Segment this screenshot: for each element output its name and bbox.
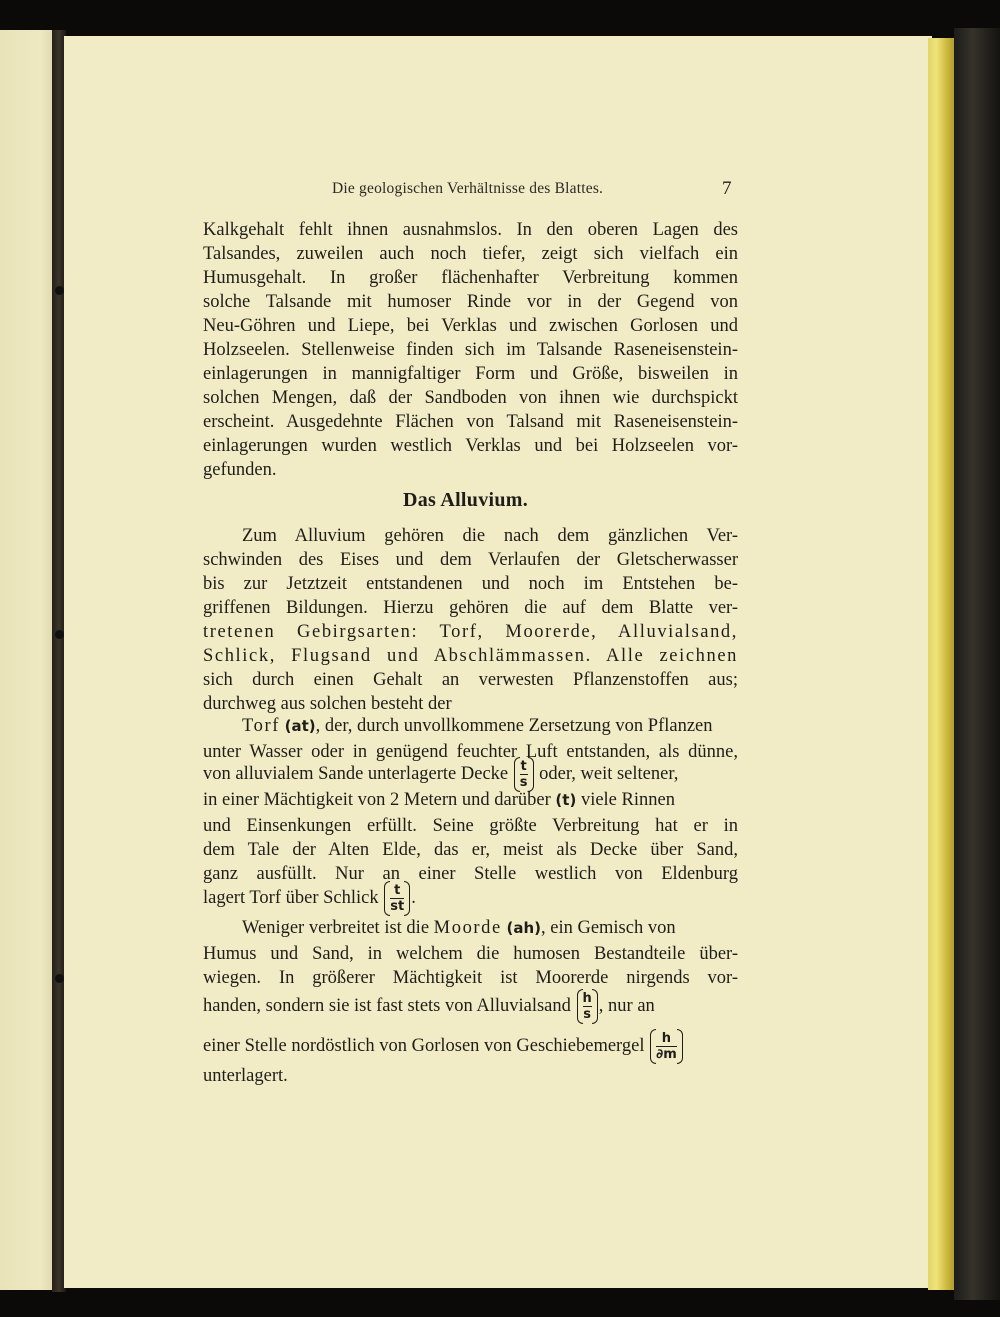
fraction-denominator: s [519,775,528,790]
fraction-denominator: ∂m [656,1047,677,1062]
map-symbol-fraction [516,760,532,789]
para3-line: unter Wasser oder in genügend feuchter Luft entstanden, als dünne, [203,742,738,762]
running-title: Die geologischen Verhältnisse des Blattes. [332,180,604,197]
para3-line [203,790,675,811]
fraction-numerator: h [582,991,592,1006]
section-heading: Das Alluvium. [403,489,529,511]
para3-line [203,760,678,789]
para2-line: schwinden des Eises und dem Verlaufen der Gletscherwasser [203,550,738,570]
binding-hole [55,630,64,639]
page-number: 7 [722,178,732,199]
text-span: von alluvialem Sande unterlagerte Decke [203,763,509,784]
text-span: , nur an [598,995,655,1016]
para3-line: und Einsenkungen erfüllt. Seine größte Verbreitung hat er in [203,816,738,836]
para1-line: einlagerungen wurden westlich Verklas und bei Holzseelen vor- [203,436,738,456]
text-span: oder, weit seltener, [539,763,679,784]
text-span: , der, durch unvollkommene Zersetzung von Pflanzen [315,716,713,736]
para2-line: durchweg aus solchen besteht der [203,694,452,714]
text-span: Weniger verbreitet ist die [242,918,430,938]
map-symbol-fraction [652,1032,681,1061]
text-span: einer Stelle nordöstlich von Gorlosen von Geschiebemergel [203,1035,645,1056]
para4-line: Humus und Sand, in welchem die humosen Bestandteile über- [203,944,738,964]
para1-line: Humusgehalt. In großer flächenhafter Verbreitung kommen [203,268,738,288]
para1-line: erscheint. Ausgedehnte Flächen von Talsand mit Raseneisenstein- [203,412,738,432]
fraction-denominator: s [583,1007,592,1022]
para2-line: Zum Alluvium gehören die nach dem gänzlichen Ver- [242,526,738,546]
para1-line: Kalkgehalt fehlt ihnen ausnahmslos. In den oberen Lagen des [203,220,738,240]
para1-line: Holzseelen. Stellenweise finden sich im Talsande Raseneisenstein- [203,340,738,360]
text-span: lagert Torf über Schlick [203,887,379,908]
para1-line: Talsandes, zuweilen auch noch tiefer, zeigt sich vielfach ein [203,244,738,264]
para3-line [203,884,416,913]
term-moorde: Moorde [433,918,502,938]
para4-line [242,918,676,939]
fraction-denominator: st [390,899,405,914]
para2-line: sich durch einen Gehalt an verwesten Pflanzenstoffen aus; [203,670,738,690]
map-symbol-fraction [386,884,408,913]
fraction-numerator: t [394,883,401,898]
map-symbol: (t) [555,791,577,809]
binding-hole [55,974,64,983]
map-symbol: (at) [284,717,316,735]
page-stack-edge [928,38,956,1290]
map-symbol: (ah) [506,919,541,937]
para2-line: griffenen Bildungen. Hierzu gehören die auf dem Blatte ver- [203,598,738,618]
text-span: in einer Mächtigkeit von 2 Metern und darüber [203,790,551,810]
text-span: handen, sondern sie ist fast stets von Alluvialsand [203,995,571,1016]
book-cover-edge [954,28,1000,1300]
para4-line: wiegen. In größerer Mächtigkeit ist Moorerde nirgends vor- [203,968,738,988]
para1-line: gefunden. [203,460,277,480]
term-torf: Torf [242,716,280,736]
text-span: , ein Gemisch von [540,918,676,938]
para1-line: Neu-Göhren und Liepe, bei Verklas und zwischen Gorlosen und [203,316,738,336]
text-span: viele Rinnen [580,790,675,810]
para4-line [203,1032,684,1061]
text-span: . [411,887,416,908]
para3-line: dem Tale der Alten Elde, das er, meist als Decke über Sand, [203,840,738,860]
para1-line: solchen Mengen, daß der Sandboden von ihnen wie durchspickt [203,388,738,408]
para3-line: ganz ausfüllt. Nur an einer Stelle westlich von Eldenburg [203,864,738,884]
para2-line: Schlick, Flugsand und Abschlämmassen. Alle zeichnen [203,646,738,666]
fraction-numerator: h [661,1031,672,1046]
binding-hole [55,286,64,295]
para2-line: tretenen Gebirgsarten: Torf, Moorerde, Alluvialsand, [203,622,738,642]
map-symbol-fraction [579,992,596,1021]
para4-line [203,992,655,1021]
para4-line: unterlagert. [203,1066,288,1086]
para2-line: bis zur Jetztzeit entstandenen und noch im Entstehen be- [203,574,738,594]
fraction-numerator: t [520,759,527,774]
para1-line: solche Talsande mit humoser Rinde vor in der Gegend von [203,292,738,312]
para1-line: einlagerungen in mannigfaltiger Form und Größe, bisweilen in [203,364,738,384]
para3-line [242,716,713,737]
